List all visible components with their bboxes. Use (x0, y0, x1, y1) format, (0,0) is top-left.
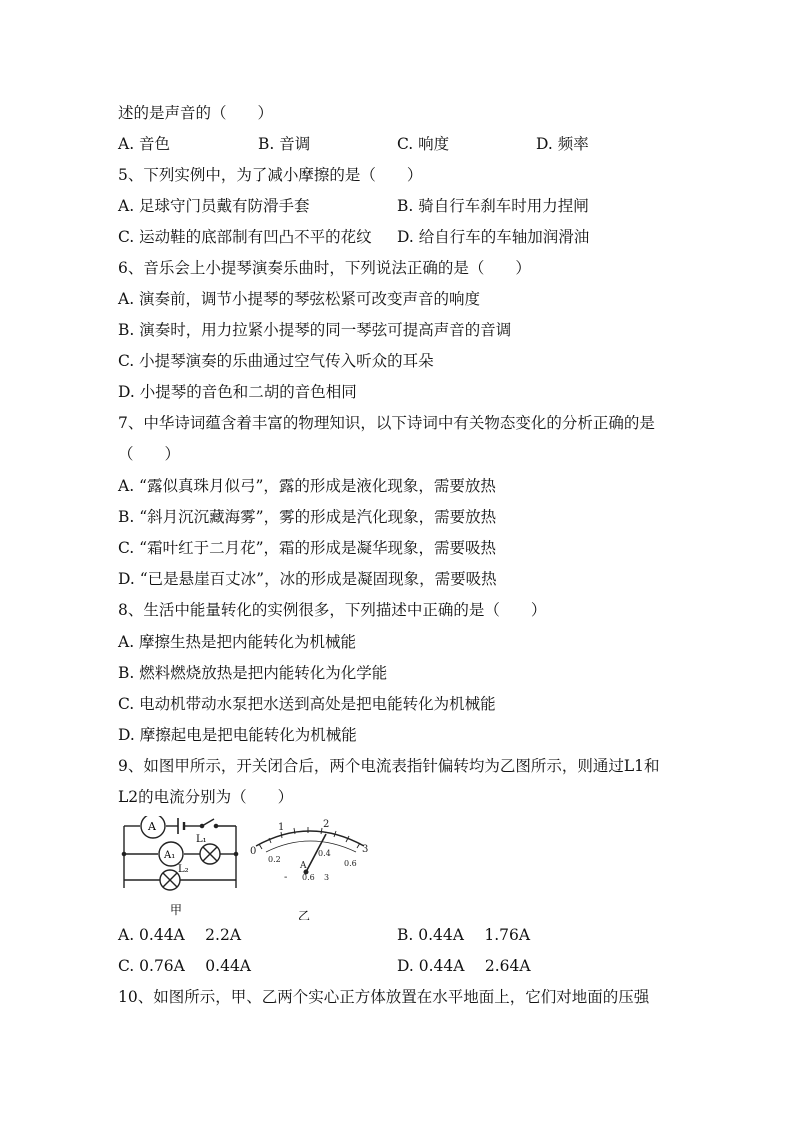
q4-option-b: B. 音调 (258, 135, 311, 153)
dial-tick-0-2: 0.2 (268, 855, 281, 864)
dial-zero: 0 (250, 846, 257, 857)
text-line: D. 摩擦起电是把电能转化为机械能 (118, 726, 357, 744)
q9-option-a: A. 0.44A 2.2A (118, 926, 242, 944)
dial-unit: A (300, 861, 307, 871)
lamp-l2-label: L₂ (178, 864, 189, 875)
text-line: 10、如图所示，甲、乙两个实心正方体放置在水平地面上，它们对地面的压强 (118, 988, 650, 1006)
text-line: （ ） (118, 445, 181, 463)
q9-option-c: C. 0.76A 0.44A (118, 957, 251, 975)
dial-tick-3: 3 (362, 844, 369, 855)
circuit-and-ammeter-diagram (118, 816, 378, 920)
q5-option-d: D. 给自行车的车轴加润滑油 (397, 228, 590, 246)
text-line: 7、中华诗词蕴含着丰富的物理知识，以下诗词中有关物态变化的分析正确的是 (118, 414, 655, 432)
text-line: C. “霜叶红于二月花”，霜的形成是凝华现象，需要吸热 (118, 539, 497, 557)
text-line: B. “斜月沉沉藏海雾”，雾的形成是汽化现象，需要放热 (118, 508, 497, 526)
text-line: B. 燃料燃烧放热是把内能转化为化学能 (118, 664, 388, 682)
text-line: D. 小提琴的音色和二胡的音色相同 (118, 383, 357, 401)
caption-jia: 甲 (170, 903, 183, 917)
terminal-negative: - (284, 872, 288, 883)
text-line: B. 演奏时，用力拉紧小提琴的同一琴弦可提高声音的音调 (118, 321, 512, 339)
q5-option-b: B. 骑自行车刹车时用力捏闸 (397, 197, 589, 215)
q9-option-b: B. 0.44A 1.76A (397, 926, 531, 944)
text-line: 述的是声音的（ ） (118, 104, 274, 122)
ammeter-a1-label: A₁ (164, 850, 176, 861)
q4-option-d: D. 频率 (536, 135, 589, 153)
text-line: D. “已是悬崖百丈冰”，冰的形成是凝固现象，需要吸热 (118, 570, 497, 588)
q5-option-a: A. 足球守门员戴有防滑手套 (118, 197, 310, 215)
ammeter-a-label: A (148, 820, 156, 833)
terminal-3: 3 (324, 873, 330, 882)
dial-tick-2: 2 (323, 819, 330, 830)
text-line: A. “露似真珠月似弓”，露的形成是液化现象，需要放热 (118, 477, 496, 495)
q9-figures (118, 816, 378, 920)
text-line: 6、音乐会上小提琴演奏乐曲时，下列说法正确的是（ ） (118, 259, 531, 277)
dial-tick-0-6: 0.6 (344, 859, 357, 868)
text-line: A. 演奏前，调节小提琴的琴弦松紧可改变声音的响度 (118, 290, 481, 308)
text-line: L2的电流分别为（ ） (118, 788, 294, 806)
caption-yi: 乙 (298, 909, 311, 920)
q4-option-c: C. 响度 (397, 135, 450, 153)
dial-tick-0-4: 0.4 (318, 849, 331, 858)
text-line: 8、生活中能量转化的实例很多，下列描述中正确的是（ ） (118, 601, 547, 619)
q4-option-a: A. 音色 (118, 135, 171, 153)
q9-option-d: D. 0.44A 2.64A (397, 957, 531, 975)
q5-option-c: C. 运动鞋的底部制有凹凸不平的花纹 (118, 228, 372, 246)
circuit-diagram (122, 816, 237, 890)
text-line: 5、下列实例中，为了减小摩擦的是（ ） (118, 166, 423, 184)
terminal-0-6: 0.6 (302, 873, 315, 882)
lamp-l1-label: L₁ (196, 834, 207, 845)
text-line: C. 电动机带动水泵把水送到高处是把电能转化为机械能 (118, 695, 496, 713)
text-line: C. 小提琴演奏的乐曲通过空气传入听众的耳朵 (118, 352, 434, 370)
text-line: 9、如图甲所示，开关闭合后，两个电流表指针偏转均为乙图所示，则通过L1和 (118, 757, 660, 775)
text-line: A. 摩擦生热是把内能转化为机械能 (118, 633, 357, 651)
dial-tick-1: 1 (278, 822, 285, 833)
